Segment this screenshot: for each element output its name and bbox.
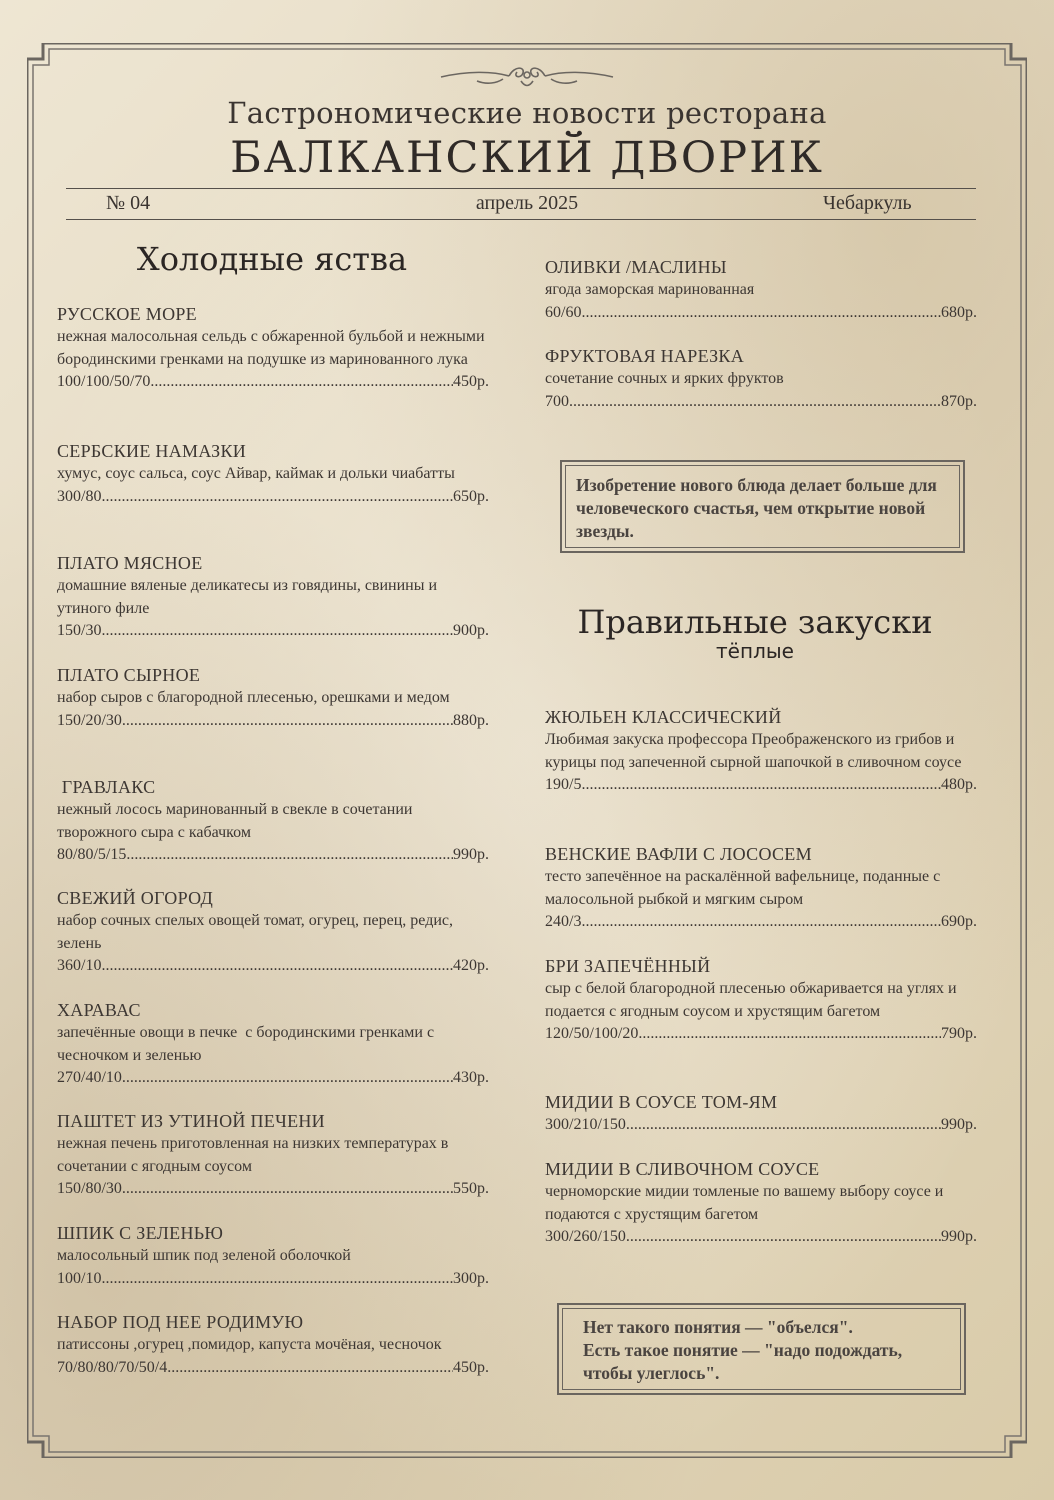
item-name: ФРУКТОВАЯ НАРЕЗКА: [545, 346, 745, 366]
item-name: БРИ ЗАПЕЧЁННЫЙ: [545, 956, 711, 976]
item-weight: 150/30: [57, 622, 102, 639]
item-price-line: [545, 302, 977, 325]
item-description: ягода заморская маринованная: [545, 281, 755, 298]
item-price: 790р.: [941, 1025, 977, 1042]
item-name: ШПИК С ЗЕЛЕНЬЮ: [57, 1223, 224, 1243]
item-price-line: [545, 1023, 977, 1046]
menu-item: [545, 345, 977, 413]
item-name: ПАШТЕТ ИЗ УТИНОЙ ПЕЧЕНИ: [57, 1111, 325, 1131]
item-description: малосольный шпик под зеленой оболочкой: [57, 1247, 351, 1264]
item-price-line: [545, 774, 977, 797]
item-description: сыр с белой благородной плесенью обжаривается на углях и подается с ягодным соусом и хрустящим багетом: [545, 980, 957, 1020]
flourish-ornament-icon: [437, 61, 617, 96]
item-price-line: [57, 1357, 489, 1380]
menu-item: [57, 887, 489, 978]
menu-item: [545, 1091, 977, 1137]
item-weight: 190/5: [545, 776, 582, 793]
masthead-top-rule: [66, 188, 976, 189]
issue-date: апрель 2025: [475, 192, 579, 214]
item-weight: 100/10: [57, 1269, 102, 1287]
item-price: 420р.: [453, 957, 489, 974]
item-weight: 150/20/30: [57, 711, 122, 729]
warm-section-title: Правильные закуски: [577, 603, 933, 641]
menu-item: [545, 1158, 977, 1249]
item-name: ГРАВЛАКС: [57, 777, 156, 797]
item-price: 880р.: [453, 711, 489, 729]
item-price-line: [545, 1114, 977, 1137]
menu-item: [57, 776, 489, 867]
menu-item: [57, 1222, 489, 1290]
item-description: набор сыров с благородной плесенью, орешками и медом: [57, 689, 450, 706]
menu-item: [545, 256, 977, 324]
item-price: 450р.: [453, 1358, 489, 1376]
menu-item: [545, 843, 977, 934]
item-description: патиссоны ,огурец ,помидор, капуста мочёная, чесночок: [57, 1336, 442, 1353]
item-description: хумус, соус сальса, соус Айвар, каймак и дольки чиабатты: [57, 465, 455, 482]
item-price-line: [545, 911, 977, 934]
issue-city: Чебаркуль: [823, 192, 912, 214]
menu-item: [545, 706, 977, 797]
item-price-line: [57, 1268, 489, 1291]
menu-item: [57, 1311, 489, 1379]
item-price-line: [57, 844, 489, 867]
item-price: 690р.: [941, 913, 977, 930]
masthead-subtitle: Гастрономические новости ресторана: [227, 96, 827, 130]
menu-item: [57, 303, 489, 394]
menu-item: [57, 440, 489, 508]
item-price-line: [57, 486, 489, 509]
item-name: РУССКОЕ МОРЕ: [57, 304, 197, 324]
item-name: ОЛИВКИ /МАСЛИНЫ: [545, 257, 727, 277]
item-price: 990р.: [941, 1116, 977, 1133]
item-description: сочетание сочных и ярких фруктов: [545, 370, 784, 387]
quote-box: [560, 460, 965, 553]
item-description: домашние вяленые деликатесы из говядины, свинины и утиного филе: [57, 577, 438, 617]
item-price: 680р.: [941, 303, 977, 321]
masthead-title: БАЛКАНСКИЙ ДВОРИК: [230, 133, 824, 183]
item-price-line: [545, 391, 977, 414]
item-price: 430р.: [453, 1069, 489, 1086]
menu-item: [57, 664, 489, 732]
item-price: 990р.: [453, 846, 489, 863]
item-name: ВЕНСКИЕ ВАФЛИ С ЛОСОСЕМ: [545, 844, 812, 864]
item-price-line: [545, 1226, 977, 1249]
item-price: 300р.: [453, 1269, 489, 1287]
item-description: тесто запечённое на раскалённой вафельнице, поданные с малосольной рыбкой и мягким сыром: [545, 868, 941, 908]
item-description: запечённые овощи в печке с бородинскими гренками с чесночком и зеленью: [57, 1024, 439, 1064]
item-name: МИДИИ В СЛИВОЧНОМ СОУСЕ: [545, 1159, 820, 1179]
item-name: СВЕЖИЙ ОГОРОД: [57, 888, 214, 908]
item-description: нежная печень приготовленная на низких температурах в сочетании с ягодным соусом: [57, 1135, 449, 1175]
cold-section-title: Холодные яства: [136, 240, 408, 278]
warm-section-subtitle: тёплые: [716, 639, 794, 663]
item-weight: 120/50/100/20: [545, 1025, 639, 1042]
item-price: 450р.: [453, 373, 489, 390]
item-price-line: [57, 620, 489, 643]
menu-item: [57, 999, 489, 1090]
item-weight: 300/260/150: [545, 1228, 626, 1245]
item-name: ПЛАТО МЯСНОЕ: [57, 553, 203, 573]
item-price: 900р.: [453, 622, 489, 639]
item-description: Любимая закуска профессора Преображенского из грибов и курицы под запеченной сырной шапочкой в сливочном соусе: [545, 731, 962, 771]
item-weight: 100/100/50/70: [57, 373, 151, 390]
item-weight: 360/10: [57, 957, 102, 974]
item-name: НАБОР ПОД НЕЕ РОДИМУЮ: [57, 1312, 304, 1332]
menu-item: [57, 1110, 489, 1201]
item-price: 550р.: [453, 1180, 489, 1197]
item-price: 650р.: [453, 487, 489, 505]
item-description: набор сочных спелых овощей томат, огурец, перец, редис, зелень: [57, 912, 453, 952]
quote-box: [557, 1303, 966, 1395]
menu-item: [57, 552, 489, 643]
quote-text: Изобретение нового блюда делает больше для человеческого счастья, чем открытие новой звезды.: [565, 465, 960, 548]
quote-line: Нет такого понятия — "объелся".: [583, 1317, 853, 1337]
item-price: 990р.: [941, 1228, 977, 1245]
item-price: 870р.: [941, 392, 977, 410]
item-weight: 270/40/10: [57, 1069, 122, 1086]
item-price: 480р.: [941, 776, 977, 793]
item-price-line: [57, 1178, 489, 1201]
item-name: ПЛАТО СЫРНОЕ: [57, 665, 201, 685]
item-price-line: [57, 371, 489, 394]
item-price-line: [57, 1067, 489, 1090]
quote-text: [562, 1308, 961, 1390]
menu-item: [545, 955, 977, 1046]
issue-number: № 04: [106, 192, 151, 214]
masthead-bottom-rule: [66, 219, 976, 220]
item-price-line: [57, 710, 489, 733]
item-name: МИДИИ В СОУСЕ ТОМ-ЯМ: [545, 1092, 778, 1112]
item-weight: 240/3: [545, 913, 582, 930]
item-weight: 150/80/30: [57, 1180, 122, 1197]
item-weight: 80/80/5/15: [57, 846, 127, 863]
item-name: ЖЮЛЬЕН КЛАССИЧЕСКИЙ: [545, 707, 782, 727]
item-price-line: [57, 955, 489, 978]
item-weight: 700: [545, 392, 569, 410]
quote-line: Есть такое понятие — "надо подождать, чтобы улеглось".: [583, 1340, 903, 1383]
item-weight: 60/60: [545, 303, 582, 321]
item-weight: 300/80: [57, 487, 102, 505]
item-name: СЕРБСКИЕ НАМАЗКИ: [57, 441, 247, 461]
item-description: нежный лосось маринованный в свекле в сочетании творожного сыра с кабачком: [57, 801, 413, 841]
item-weight: 70/80/80/70/50/4: [57, 1358, 168, 1376]
item-name: ХАРАВАС: [57, 1000, 141, 1020]
item-description: черноморские мидии томленые по вашему выбору соусе и подаются с хрустящим багетом: [545, 1183, 944, 1223]
item-weight: 300/210/150: [545, 1116, 626, 1133]
item-description: нежная малосольная сельдь с обжаренной бульбой и нежными бородинскими гренками на подушке из маринованного лука: [57, 328, 485, 368]
